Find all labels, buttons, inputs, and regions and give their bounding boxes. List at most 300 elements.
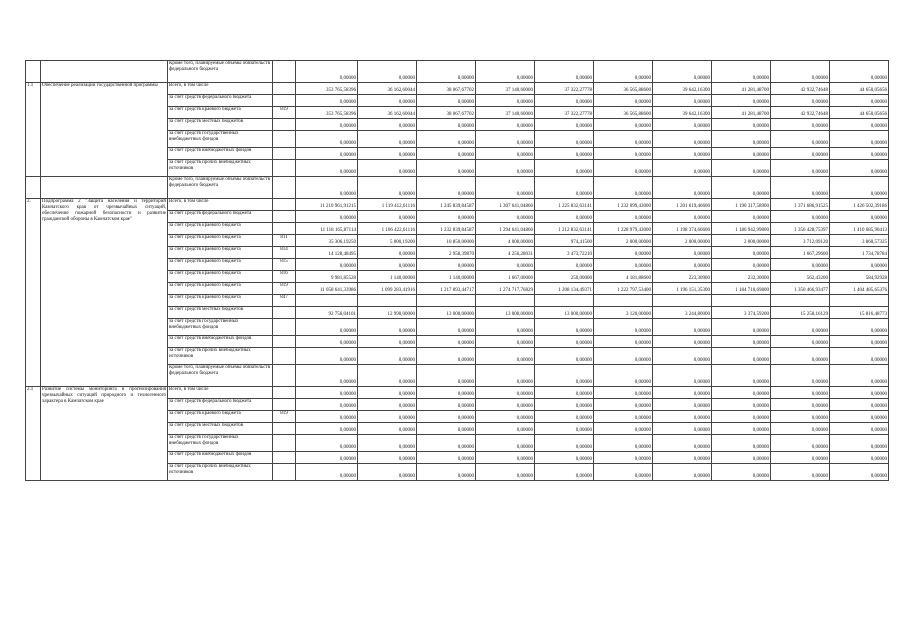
- amount-cell: 3 374,59200: [712, 307, 771, 319]
- budget-code: [273, 336, 296, 348]
- amount-cell: 0,00000: [830, 336, 889, 348]
- amount-cell: 0,00000: [476, 348, 535, 365]
- amount-cell: 0,00000: [417, 348, 476, 365]
- amount-cell: 0,00000: [476, 119, 535, 131]
- amount-cell: 0,00000: [417, 119, 476, 131]
- funding-source-label: за счет средств краевого бюджета: [168, 259, 273, 271]
- amount-cell: 1 212 832,63141: [535, 223, 594, 235]
- amount-cell: 0,00000: [296, 411, 358, 423]
- amount-cell: 0,00000: [653, 435, 712, 452]
- program-name: [41, 61, 168, 83]
- amount-cell: 0,00000: [535, 259, 594, 271]
- amount-cell: 1 222 797,53400: [594, 283, 653, 295]
- amount-cell: 0,00000: [476, 435, 535, 452]
- amount-cell: 0,00000: [535, 177, 594, 199]
- amount-cell: 0,00000: [296, 387, 358, 399]
- amount-cell: 353 765,58396: [296, 107, 358, 119]
- amount-cell: 0,00000: [594, 387, 653, 399]
- amount-cell: 0,00000: [476, 365, 535, 387]
- row-index: 2.: [26, 199, 41, 387]
- amount-cell: 0,00000: [771, 131, 830, 148]
- amount-cell: 0,00000: [476, 399, 535, 411]
- budget-code: [273, 452, 296, 464]
- amount-cell: 0,00000: [417, 464, 476, 481]
- funding-source-label: за счет средств внебюджетных фондов: [168, 148, 273, 160]
- amount-cell: 0,00000: [594, 211, 653, 223]
- amount-cell: 36 565,88600: [594, 83, 653, 95]
- amount-cell: 0,00000: [830, 348, 889, 365]
- amount-cell: 1 245 839,84587: [417, 199, 476, 211]
- amount-cell: 0,00000: [535, 131, 594, 148]
- amount-cell: 0,00000: [358, 336, 417, 348]
- amount-cell: 0,00000: [830, 387, 889, 399]
- amount-cell: 0,00000: [296, 177, 358, 199]
- amount-cell: 2 958,39870: [417, 247, 476, 259]
- funding-source-label: за счет средств прочих внебюджетных источников: [168, 160, 273, 177]
- amount-cell: 0,00000: [712, 464, 771, 481]
- amount-cell: 2 000,00000: [653, 235, 712, 247]
- amount-cell: 1 140,00000: [417, 271, 476, 283]
- amount-cell: 1 196 151,35300: [653, 283, 712, 295]
- amount-cell: 562,43200: [771, 271, 830, 283]
- amount-cell: 0,00000: [771, 348, 830, 365]
- amount-cell: 0,00000: [296, 452, 358, 464]
- amount-cell: 0,00000: [830, 95, 889, 107]
- amount-cell: 0,00000: [296, 211, 358, 223]
- amount-cell: 1 410 685,90413: [830, 223, 889, 235]
- amount-cell: 0,00000: [296, 464, 358, 481]
- budget-code: [273, 223, 296, 235]
- amount-cell: 0,00000: [653, 464, 712, 481]
- amount-cell: 0,00000: [476, 148, 535, 160]
- amount-cell: 0,00000: [417, 387, 476, 399]
- amount-cell: [535, 295, 594, 307]
- amount-cell: 1 099 283,41916: [358, 283, 417, 295]
- budget-code: 847: [273, 295, 296, 307]
- amount-cell: 0,00000: [771, 148, 830, 160]
- amount-cell: 1 225 832,63141: [535, 199, 594, 211]
- amount-cell: 0,00000: [296, 365, 358, 387]
- amount-cell: 1 307 641,04860: [476, 199, 535, 211]
- amount-cell: 11 118 165,87114: [296, 223, 358, 235]
- amount-cell: 0,00000: [771, 411, 830, 423]
- amount-cell: 0,00000: [771, 387, 830, 399]
- amount-cell: 0,00000: [594, 119, 653, 131]
- amount-cell: 1 198 374,66600: [653, 223, 712, 235]
- amount-cell: 0,00000: [358, 148, 417, 160]
- amount-cell: [594, 295, 653, 307]
- amount-cell: 92 756,04101: [296, 307, 358, 319]
- amount-cell: 0,00000: [476, 336, 535, 348]
- amount-cell: 0,00000: [417, 319, 476, 336]
- amount-cell: 0,00000: [476, 95, 535, 107]
- amount-cell: 0,00000: [830, 131, 889, 148]
- amount-cell: 0,00000: [417, 423, 476, 435]
- budget-code: 819: [273, 107, 296, 119]
- amount-cell: 0,00000: [358, 365, 417, 387]
- amount-cell: 0,00000: [594, 336, 653, 348]
- amount-cell: 584,92928: [830, 271, 889, 283]
- amount-cell: 0,00000: [358, 259, 417, 271]
- amount-cell: 1 350 466,93477: [771, 283, 830, 295]
- budget-code: [273, 83, 296, 95]
- amount-cell: 15 816,48773: [830, 307, 889, 319]
- amount-cell: 0,00000: [594, 435, 653, 452]
- amount-cell: 0,00000: [417, 435, 476, 452]
- amount-cell: 3 473,72210: [535, 247, 594, 259]
- budget-code: [273, 61, 296, 83]
- amount-cell: 0,00000: [653, 119, 712, 131]
- amount-cell: 3 120,00000: [594, 307, 653, 319]
- funding-source-label: за счет средств прочих внебюджетных источников: [168, 464, 273, 481]
- amount-cell: 0,00000: [653, 319, 712, 336]
- amount-cell: 0,00000: [358, 319, 417, 336]
- amount-cell: 0,00000: [594, 423, 653, 435]
- amount-cell: 10 850,00000: [417, 235, 476, 247]
- amount-cell: 0,00000: [830, 319, 889, 336]
- amount-cell: 0,00000: [417, 148, 476, 160]
- budget-code: [273, 399, 296, 411]
- amount-cell: 4 181,88600: [594, 271, 653, 283]
- amount-cell: [358, 295, 417, 307]
- amount-cell: 0,00000: [358, 423, 417, 435]
- amount-cell: 1 734,78784: [830, 247, 889, 259]
- funding-source-label: за счет средств краевого бюджета: [168, 235, 273, 247]
- amount-cell: 0,00000: [771, 423, 830, 435]
- amount-cell: 0,00000: [358, 131, 417, 148]
- table-row: [26, 61, 889, 83]
- amount-cell: [771, 295, 830, 307]
- amount-cell: 38 067,67702: [417, 107, 476, 119]
- funding-source-label: за счет средств краевого бюджета: [168, 247, 273, 259]
- program-name: Развитие системы мониторинга и прогнозирования чрезвычайных ситуаций природного и техногенного характера в Камчатском крае: [41, 387, 168, 481]
- budget-code: [273, 95, 296, 107]
- budget-table: [25, 60, 889, 481]
- budget-code: [273, 148, 296, 160]
- amount-cell: 1 217 893,44717: [417, 283, 476, 295]
- row-index: 2.1: [26, 387, 41, 481]
- amount-cell: 0,00000: [594, 411, 653, 423]
- amount-cell: 0,00000: [535, 464, 594, 481]
- amount-cell: 0,00000: [712, 247, 771, 259]
- table-row: [26, 199, 889, 211]
- amount-cell: 0,00000: [771, 177, 830, 199]
- amount-cell: 0,00000: [771, 399, 830, 411]
- amount-cell: 0,00000: [417, 131, 476, 148]
- funding-source-label: за счет средств федерального бюджета: [168, 95, 273, 107]
- amount-cell: 1 404 485,65376: [830, 283, 889, 295]
- amount-cell: 0,00000: [358, 435, 417, 452]
- funding-source-label: за счет средств государственных внебюджетных фондов: [168, 131, 273, 148]
- amount-cell: 232,30000: [712, 271, 771, 283]
- amount-cell: 0,00000: [476, 211, 535, 223]
- amount-cell: 0,00000: [535, 95, 594, 107]
- funding-source-label: за счет средств краевого бюджета: [168, 411, 273, 423]
- budget-code: 819: [273, 411, 296, 423]
- amount-cell: 37 322,27778: [535, 83, 594, 95]
- amount-cell: 0,00000: [653, 160, 712, 177]
- amount-cell: 0,00000: [830, 365, 889, 387]
- amount-cell: 974,41500: [535, 235, 594, 247]
- funding-source-label: за счет средств федерального бюджета: [168, 399, 273, 411]
- amount-cell: 1 228 979,43000: [594, 223, 653, 235]
- row-index: [26, 61, 41, 83]
- amount-cell: [476, 295, 535, 307]
- amount-cell: 0,00000: [830, 148, 889, 160]
- amount-cell: 0,00000: [594, 148, 653, 160]
- amount-cell: 0,00000: [535, 423, 594, 435]
- table-row: [26, 387, 889, 399]
- amount-cell: 0,00000: [830, 423, 889, 435]
- amount-cell: 0,00000: [594, 95, 653, 107]
- funding-source-label: за счет средств внебюджетных фондов: [168, 336, 273, 348]
- amount-cell: 0,00000: [296, 259, 358, 271]
- amount-cell: 0,00000: [296, 399, 358, 411]
- amount-cell: 0,00000: [358, 464, 417, 481]
- amount-cell: 0,00000: [296, 319, 358, 336]
- amount-cell: 0,00000: [771, 61, 830, 83]
- amount-cell: 0,00000: [771, 336, 830, 348]
- funding-source-label: за счет средств местных бюджетов: [168, 307, 273, 319]
- amount-cell: 0,00000: [476, 423, 535, 435]
- amount-cell: 39 642,16300: [653, 107, 712, 119]
- amount-cell: 0,00000: [653, 61, 712, 83]
- program-name: Обеспечение реализации государственной программы: [41, 83, 168, 177]
- amount-cell: 0,00000: [712, 148, 771, 160]
- funding-source-label: Кроме того, планируемые объемы обязательств федерального бюджета: [168, 177, 273, 199]
- budget-code: [273, 307, 296, 319]
- amount-cell: 0,00000: [594, 247, 653, 259]
- amount-cell: 0,00000: [296, 348, 358, 365]
- amount-cell: 42 932,74648: [771, 107, 830, 119]
- budget-code: 814: [273, 247, 296, 259]
- funding-source-label: Всего, в том числе: [168, 83, 273, 95]
- amount-cell: 0,00000: [476, 464, 535, 481]
- amount-cell: 0,00000: [830, 452, 889, 464]
- amount-cell: 0,00000: [771, 160, 830, 177]
- amount-cell: 0,00000: [712, 95, 771, 107]
- amount-cell: 0,00000: [476, 411, 535, 423]
- amount-cell: 0,00000: [535, 435, 594, 452]
- amount-cell: 0,00000: [653, 131, 712, 148]
- amount-cell: 1 667,29600: [771, 247, 830, 259]
- amount-cell: 2 000,00000: [594, 235, 653, 247]
- amount-cell: 0,00000: [535, 160, 594, 177]
- amount-cell: 4 256,28031: [476, 247, 535, 259]
- amount-cell: 0,00000: [358, 211, 417, 223]
- amount-cell: 0,00000: [653, 336, 712, 348]
- amount-cell: 0,00000: [358, 177, 417, 199]
- budget-code: [273, 348, 296, 365]
- funding-source-label: за счет средств краевого бюджета: [168, 223, 273, 235]
- amount-cell: 44 650,05656: [830, 83, 889, 95]
- amount-cell: 0,00000: [712, 435, 771, 452]
- amount-cell: 0,00000: [653, 387, 712, 399]
- amount-cell: 1 186 942,99800: [712, 223, 771, 235]
- amount-cell: 0,00000: [296, 423, 358, 435]
- amount-cell: 0,00000: [594, 131, 653, 148]
- amount-cell: 15 258,16129: [771, 307, 830, 319]
- budget-code: 819: [273, 283, 296, 295]
- amount-cell: 0,00000: [771, 464, 830, 481]
- amount-cell: 1 356 428,75397: [771, 223, 830, 235]
- row-index: 1.1: [26, 83, 41, 177]
- amount-cell: 0,00000: [594, 160, 653, 177]
- amount-cell: 44 650,05656: [830, 107, 889, 119]
- amount-cell: 0,00000: [417, 399, 476, 411]
- amount-cell: 0,00000: [417, 95, 476, 107]
- amount-cell: 0,00000: [771, 95, 830, 107]
- amount-cell: 0,00000: [535, 148, 594, 160]
- amount-cell: 0,00000: [417, 160, 476, 177]
- amount-cell: 3 712,09120: [771, 235, 830, 247]
- funding-source-label: Кроме того, планируемые объемы обязательств федерального бюджета: [168, 61, 273, 83]
- amount-cell: 0,00000: [358, 411, 417, 423]
- amount-cell: 0,00000: [653, 452, 712, 464]
- amount-cell: 0,00000: [653, 148, 712, 160]
- amount-cell: 13 000,00000: [417, 307, 476, 319]
- amount-cell: 0,00000: [653, 95, 712, 107]
- amount-cell: 0,00000: [417, 411, 476, 423]
- amount-cell: 0,00000: [712, 61, 771, 83]
- amount-cell: 0,00000: [594, 464, 653, 481]
- budget-code: [273, 131, 296, 148]
- amount-cell: 0,00000: [830, 160, 889, 177]
- budget-code: [273, 119, 296, 131]
- amount-cell: 0,00000: [594, 348, 653, 365]
- amount-cell: 0,00000: [417, 177, 476, 199]
- amount-cell: 0,00000: [535, 399, 594, 411]
- funding-source-label: Всего, в том числе: [168, 387, 273, 399]
- amount-cell: 0,00000: [417, 336, 476, 348]
- table-row: [26, 177, 889, 199]
- amount-cell: 1 208 134,49371: [535, 283, 594, 295]
- amount-cell: 5 000,19200: [358, 235, 417, 247]
- funding-source-label: за счет средств государственных внебюджетных фондов: [168, 435, 273, 452]
- amount-cell: 1 190 317,58900: [712, 199, 771, 211]
- amount-cell: 0,00000: [476, 452, 535, 464]
- budget-code: 816: [273, 271, 296, 283]
- amount-cell: 0,00000: [594, 177, 653, 199]
- amount-cell: 0,00000: [296, 435, 358, 452]
- amount-cell: 1 140,00000: [358, 271, 417, 283]
- budget-code: [273, 160, 296, 177]
- budget-code: [273, 211, 296, 223]
- amount-cell: [712, 295, 771, 307]
- amount-cell: [417, 295, 476, 307]
- funding-source-label: за счет средств прочих внебюджетных источников: [168, 348, 273, 365]
- amount-cell: 0,00000: [417, 61, 476, 83]
- budget-code: [273, 177, 296, 199]
- amount-cell: 0,00000: [594, 452, 653, 464]
- amount-cell: 1 232 099,43000: [594, 199, 653, 211]
- amount-cell: 0,00000: [594, 365, 653, 387]
- budget-code: [273, 199, 296, 211]
- amount-cell: 0,00000: [594, 259, 653, 271]
- amount-cell: 0,00000: [535, 119, 594, 131]
- amount-cell: 0,00000: [653, 177, 712, 199]
- funding-source-label: за счет средств местных бюджетов: [168, 119, 273, 131]
- amount-cell: 0,00000: [476, 259, 535, 271]
- amount-cell: 2 000,00000: [712, 235, 771, 247]
- amount-cell: 0,00000: [358, 452, 417, 464]
- amount-cell: 11 058 641,33986: [296, 283, 358, 295]
- amount-cell: 0,00000: [771, 319, 830, 336]
- amount-cell: 0,00000: [535, 387, 594, 399]
- amount-cell: 0,00000: [830, 435, 889, 452]
- amount-cell: 11 210 961,91215: [296, 199, 358, 211]
- amount-cell: 3 244,80000: [653, 307, 712, 319]
- amount-cell: 0,00000: [417, 365, 476, 387]
- amount-cell: 0,00000: [830, 211, 889, 223]
- amount-cell: 0,00000: [830, 411, 889, 423]
- amount-cell: 0,00000: [358, 160, 417, 177]
- amount-cell: 0,00000: [476, 131, 535, 148]
- amount-cell: 37 140,60000: [476, 107, 535, 119]
- amount-cell: 0,00000: [830, 61, 889, 83]
- amount-cell: 1 667,00000: [476, 271, 535, 283]
- amount-cell: 36 162,60044: [358, 83, 417, 95]
- amount-cell: 0,00000: [358, 119, 417, 131]
- budget-code: [273, 464, 296, 481]
- amount-cell: 4 000,00000: [476, 235, 535, 247]
- amount-cell: 1 426 502,39186: [830, 199, 889, 211]
- funding-source-label: за счет средств внебюджетных фондов: [168, 452, 273, 464]
- budget-code: [273, 365, 296, 387]
- amount-cell: 42 932,74648: [771, 83, 830, 95]
- amount-cell: 250,00000: [535, 271, 594, 283]
- amount-cell: 0,00000: [594, 61, 653, 83]
- amount-cell: 223,30900: [653, 271, 712, 283]
- amount-cell: 37 140,60000: [476, 83, 535, 95]
- amount-cell: 0,00000: [535, 211, 594, 223]
- amount-cell: 0,00000: [296, 131, 358, 148]
- amount-cell: [653, 295, 712, 307]
- amount-cell: 13 000,00000: [535, 307, 594, 319]
- amount-cell: [296, 295, 358, 307]
- amount-cell: 0,00000: [712, 259, 771, 271]
- amount-cell: 0,00000: [712, 423, 771, 435]
- amount-cell: 0,00000: [830, 464, 889, 481]
- amount-cell: 353 765,58396: [296, 83, 358, 95]
- amount-cell: 0,00000: [712, 348, 771, 365]
- amount-cell: 0,00000: [535, 319, 594, 336]
- program-name: Подпрограмма 2 "Защита населения и территорий Камчатского края от чрезвычайных ситуаций, обеспечение пожарной безопасности и развитие гражданской обороны в Камчатском крае": [41, 199, 168, 387]
- amount-cell: 0,00000: [771, 435, 830, 452]
- amount-cell: 37 322,27778: [535, 107, 594, 119]
- amount-cell: 0,00000: [653, 399, 712, 411]
- amount-cell: 0,00000: [535, 411, 594, 423]
- amount-cell: 0,00000: [594, 399, 653, 411]
- amount-cell: 0,00000: [653, 348, 712, 365]
- amount-cell: 0,00000: [771, 119, 830, 131]
- amount-cell: 0,00000: [712, 177, 771, 199]
- amount-cell: 38 067,67702: [417, 83, 476, 95]
- amount-cell: 0,00000: [712, 319, 771, 336]
- amount-cell: 0,00000: [296, 95, 358, 107]
- funding-source-label: за счет средств краевого бюджета: [168, 107, 273, 119]
- amount-cell: 0,00000: [712, 387, 771, 399]
- amount-cell: 41 281,48700: [712, 107, 771, 119]
- funding-source-label: Всего, в том числе: [168, 199, 273, 211]
- amount-cell: 0,00000: [358, 95, 417, 107]
- amount-cell: 1 274 717,76829: [476, 283, 535, 295]
- amount-cell: 0,00000: [358, 247, 417, 259]
- amount-cell: 0,00000: [417, 211, 476, 223]
- amount-cell: 1 294 641,04860: [476, 223, 535, 235]
- amount-cell: 0,00000: [535, 61, 594, 83]
- amount-cell: 0,00000: [771, 259, 830, 271]
